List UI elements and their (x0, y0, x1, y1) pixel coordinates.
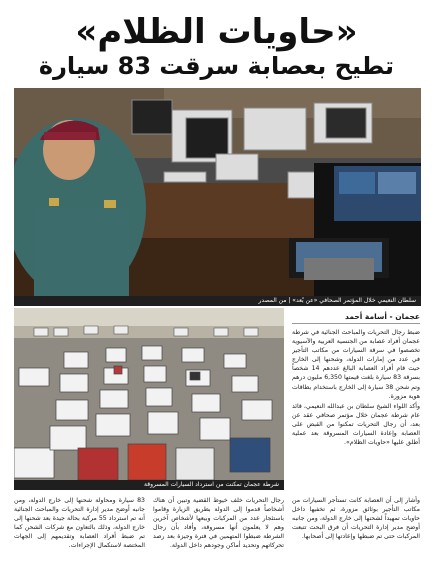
press-conference-illustration (14, 88, 421, 296)
recovered-cars-photo (14, 308, 284, 480)
paragraph: 83 سيارة ومحاولة شحنها إلى خارج الدولة، ومن جانبه أوضح مدير إدارة التحريات والمباحث الجنائية أنه تم استرداد 55 مركبة بحالة جيدة بعد شحنها إلى خارج الدولة، وذلك بالتعاون مع شركات الشحن كما تم ضبط أفراد العصابة وتقديمهم إلى الجهات المختصة لاستكمال الإجراءات. (14, 497, 145, 550)
press-conference-photo (14, 88, 421, 296)
article-subtitle: تطيح بعصابة سرقت 83 سيارة (38, 52, 395, 80)
paragraph: ضبط رجال التحريات والمباحث الجنائية في شرطة عجمان أفراد عصابة من الجنسية العربية والآسيوية تخصصوا في سرقة السيارات من مكاتب التأجير في عدد من إمارات الدولة، وشحنها إلى الخارج حيث قام أفراد العصابة البالغ عددهم 14 شخصاً بسرقة 83 سيارة بلغت قيمتها 6,350 مليون درهم وتم شحن 38 سيارة إلى الخارج باستخدام بطاقات هوية مزورة. (292, 329, 420, 400)
article-title: «حاويات الظلام» (75, 12, 358, 52)
paragraph: رجال التحريات خلف خيوط القضية وتبين أن هناك أشخاصاً قدموا إلى الدولة بطريق الزيارة وقاموا باستئجار عدد من المركبات وبيعها لأشخاص آخرين وهم لا يعلمون أنها مسروقة، وأفاد بأن رجال الشرطة ضبطوا المتهمين في فترة وجيزة بعد رصد تحركاتهم وتحديد أماكن وجودهم داخل الدولة. (153, 497, 284, 550)
article-column-right (292, 328, 420, 492)
recovered-cars-illustration (14, 308, 284, 480)
paragraph: وأكد اللواء الشيخ سلطان بن عبدالله النعيمي، قائد عام شرطة عجمان خلال مؤتمر صحافي عقد عن بعد، أن رجال التحريات تمكنوا من القبض على العصابة وإعادة السيارات المسروقة بعد عملية أطلق عليها «حاويات الظلام». (292, 402, 420, 447)
article-column-bottom-middle (153, 496, 284, 584)
photo-caption-main: سلطان النعيمي خلال المؤتمر الصحافي «عن بُعد» | من المصدر (14, 296, 421, 306)
photo-caption-second: شرطة عجمان تمكنت من استرداد السيارات المسروقة (14, 480, 284, 490)
article-column-bottom-right (292, 496, 420, 584)
paragraph: وأشار إلى أن العصابة كانت تستأجر السيارات من مكاتب التأجير بوثائق مزورة، ثم تخفيها داخل حاويات تمهيداً لشحنها إلى خارج الدولة، ومن جانبه أوضح مدير إدارة التحريات أن فرق البحث تتبعت المركبات حتى تم ضبطها وإعادتها إلى أصحابها. (292, 497, 420, 541)
article-header (0, 0, 433, 88)
article-byline: عجمان - أسامة أحمد (292, 310, 420, 324)
article-column-bottom-left (14, 496, 145, 584)
